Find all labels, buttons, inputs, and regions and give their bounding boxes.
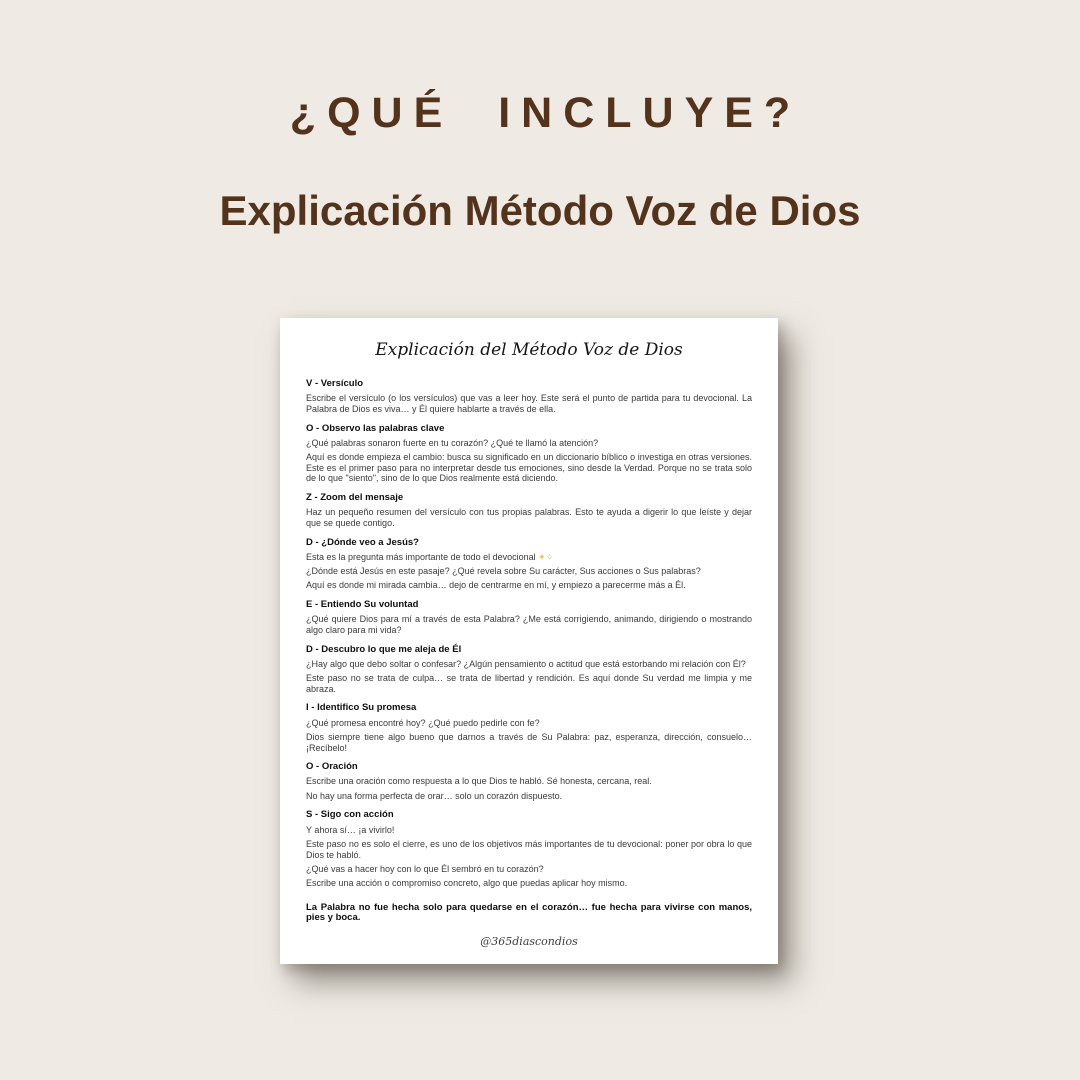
section-paragraph: Este paso no es solo el cierre, es uno de los objetivos más importantes de tu devocional: poner por obra lo que Dios te habló.	[306, 838, 752, 860]
section-heading: S - Sigo con acción	[306, 809, 394, 821]
document-page	[280, 318, 778, 964]
section-paragraph: Escribe una oración como respuesta a lo que Dios te habló. Sé honesta, cercana, real.	[306, 776, 652, 787]
section-paragraph: ¿Hay algo que debo soltar o confesar? ¿Algún pensamiento o actitud que está estorbando mi relación con Él?	[306, 658, 746, 669]
section-paragraph: Escribe una acción o compromiso concreto, algo que puedas aplicar hoy mismo.	[306, 877, 628, 888]
section-paragraph: No hay una forma perfecta de orar… solo un corazón dispuesto.	[306, 790, 563, 801]
section-paragraph: ¿Dónde está Jesús en este pasaje? ¿Qué revela sobre Su carácter, Sus acciones o Sus palabras?	[306, 566, 701, 577]
section-heading: E - Entiendo Su voluntad	[306, 599, 419, 611]
section-heading: Z - Zoom del mensaje	[306, 492, 404, 504]
section-paragraph: ¿Qué promesa encontré hoy? ¿Qué puedo pedirle con fe?	[306, 717, 540, 728]
instagram-handle: @365diascondios	[480, 935, 578, 948]
document-title: Explicación del Método Voz de Dios	[375, 340, 683, 360]
method-section	[306, 538, 752, 591]
sparkles-icon: ✦✧	[538, 551, 554, 562]
section-paragraph: Y ahora sí… ¡a vivirlo!	[306, 824, 395, 835]
section-heading: D - ¿Dónde veo a Jesús?	[306, 536, 419, 548]
section-paragraph: Este paso no se trata de culpa… se trata de libertad y rendición. Es aquí donde Su verdad me limpia y me abraza.	[306, 673, 752, 694]
section-heading: O - Observo las palabras clave	[306, 422, 445, 434]
section-paragraph: ¿Qué palabras sonaron fuerte en tu corazón? ¿Qué te llamó la atención?	[306, 437, 599, 448]
section-heading: V - Versículo	[306, 378, 364, 389]
method-section	[306, 810, 752, 888]
section-heading: O - Oración	[306, 761, 358, 773]
method-section	[306, 600, 752, 636]
section-paragraph: Escribe el versículo (o los versículos) que vas a leer hoy. Este será el punto de partida para tu devocional. La Palabra de Dios es viva… y Él quiere hablarte a través de ella.	[306, 393, 752, 414]
page-title: ¿QUÉ INCLUYE?	[289, 88, 802, 137]
section-paragraph: ¿Qué vas a hacer hoy con lo que Él sembró en tu corazón?	[306, 863, 544, 874]
method-section	[306, 645, 752, 695]
section-heading: I - Identifico Su promesa	[306, 702, 417, 714]
closing-statement: La Palabra no fue hecha solo para quedarse en el corazón… fue hecha para vivirse con manos, pies y boca.	[306, 901, 752, 924]
section-paragraph: Haz un pequeño resumen del versículo con tus propias palabras. Esto te ayuda a digerir lo que leíste y dejar que se quede contigo.	[306, 507, 752, 529]
section-paragraph: Aquí es donde mi mirada cambia… dejo de centrarme en mí, y empiezo a parecerme más a Él.	[306, 580, 686, 591]
section-paragraph: ¿Qué quiere Dios para mí a través de esta Palabra? ¿Me está corrigiendo, animando, dirigiendo o mostrando algo claro para mi vida?	[306, 614, 752, 635]
method-section	[306, 703, 752, 753]
section-paragraph: Esta es la pregunta más importante de todo el devocional ✦✧	[306, 551, 554, 562]
document-sections	[306, 379, 752, 889]
section-paragraph: Aquí es donde empieza el cambio: busca su significado en un diccionario bíblico o investiga en otras versiones. Este es el primer paso para no interpretar desde tus emociones, sino desde la Verdad. Porque no se trata solo de lo que "siento", sino de lo que Dios realmente está diciendo.	[306, 452, 752, 484]
method-section	[306, 762, 752, 801]
section-paragraph: Dios siempre tiene algo bueno que darnos a través de Su Palabra: paz, esperanza, dirección, consuelo… ¡Recíbelo!	[306, 731, 752, 753]
page-subtitle: Explicación Método Voz de Dios	[219, 186, 861, 234]
method-section	[306, 379, 752, 415]
section-heading: D - Descubro lo que me aleja de Él	[306, 643, 462, 655]
method-section	[306, 493, 752, 529]
method-section	[306, 424, 752, 485]
